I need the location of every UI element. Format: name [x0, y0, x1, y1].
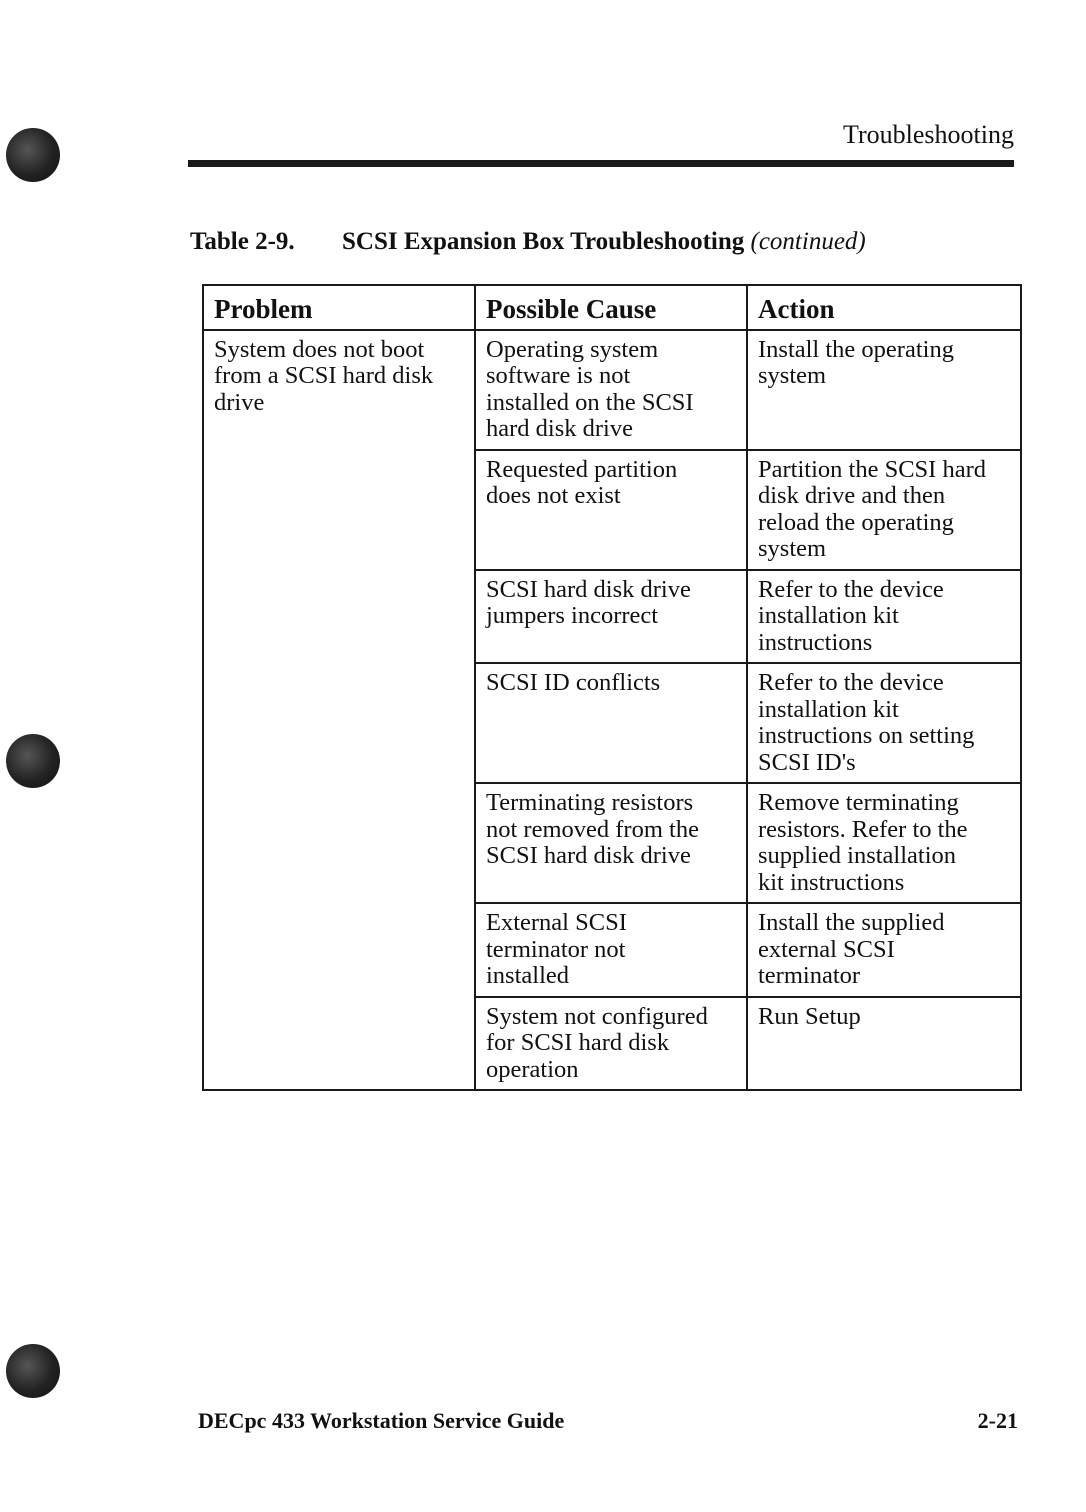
page-number: 2-21: [977, 1408, 1018, 1433]
troubleshooting-table: [202, 284, 1022, 1091]
cause-cell: [475, 663, 747, 783]
column-header-problem: Problem: [203, 285, 475, 330]
action-text: Partition the SCSI hard disk drive and then reload the operating system: [758, 455, 986, 562]
cause-text: SCSI ID conflicts: [486, 669, 661, 696]
action-text: Remove terminating resistors. Refer to the supplied installation kit instructions: [758, 789, 968, 896]
action-text: Refer to the device installation kit instructions on setting SCSI ID's: [758, 669, 975, 776]
table-caption: [190, 228, 866, 256]
table-header-row: [203, 285, 1021, 330]
action-cell: [747, 570, 1021, 664]
binder-hole-middle: [6, 734, 60, 788]
action-cell: [747, 663, 1021, 783]
action-cell: [747, 330, 1021, 450]
cause-text: Terminating resistors not removed from the SCSI hard disk drive: [486, 789, 699, 869]
action-text: Install the supplied external SCSI terminator: [758, 909, 945, 989]
problem-cell: [203, 330, 475, 1091]
cause-cell: [475, 450, 747, 570]
cause-cell: [475, 330, 747, 450]
cause-text: System not configured for SCSI hard disk operation: [486, 1002, 708, 1083]
table-number: Table 2-9.: [190, 228, 295, 255]
column-header-possible-cause: Possible Cause: [475, 285, 747, 330]
cause-cell: [475, 783, 747, 903]
header-rule: [188, 160, 1014, 167]
table-row: [203, 330, 1021, 450]
action-text: Install the operating system: [758, 335, 954, 389]
cause-text: SCSI hard disk drive jumpers incorrect: [486, 575, 691, 629]
cause-cell: [475, 903, 747, 997]
continued-note: (continued): [750, 228, 866, 255]
action-cell: [747, 450, 1021, 570]
page-footer: [198, 1408, 1018, 1434]
running-header: Troubleshooting: [843, 120, 1014, 149]
problem-text: System does not boot from a SCSI hard disk drive: [214, 335, 434, 416]
cause-text: Operating system software is not installed on the SCSI hard disk drive: [486, 335, 694, 442]
action-cell: [747, 997, 1021, 1091]
binder-hole-top: [6, 128, 60, 182]
cause-text: Requested partition does not exist: [486, 455, 678, 509]
column-header-action: Action: [747, 285, 1021, 330]
action-cell: [747, 783, 1021, 903]
action-cell: [747, 903, 1021, 997]
action-text: Refer to the device installation kit instructions: [758, 575, 944, 656]
cause-text: External SCSI terminator not installed: [486, 909, 627, 989]
binder-hole-bottom: [6, 1344, 60, 1398]
cause-cell: [475, 997, 747, 1091]
table-title: SCSI Expansion Box Troubleshooting: [342, 228, 745, 255]
action-text: Run Setup: [758, 1002, 861, 1030]
cause-cell: [475, 570, 747, 664]
book-title: DECpc 433 Workstation Service Guide: [198, 1408, 565, 1433]
